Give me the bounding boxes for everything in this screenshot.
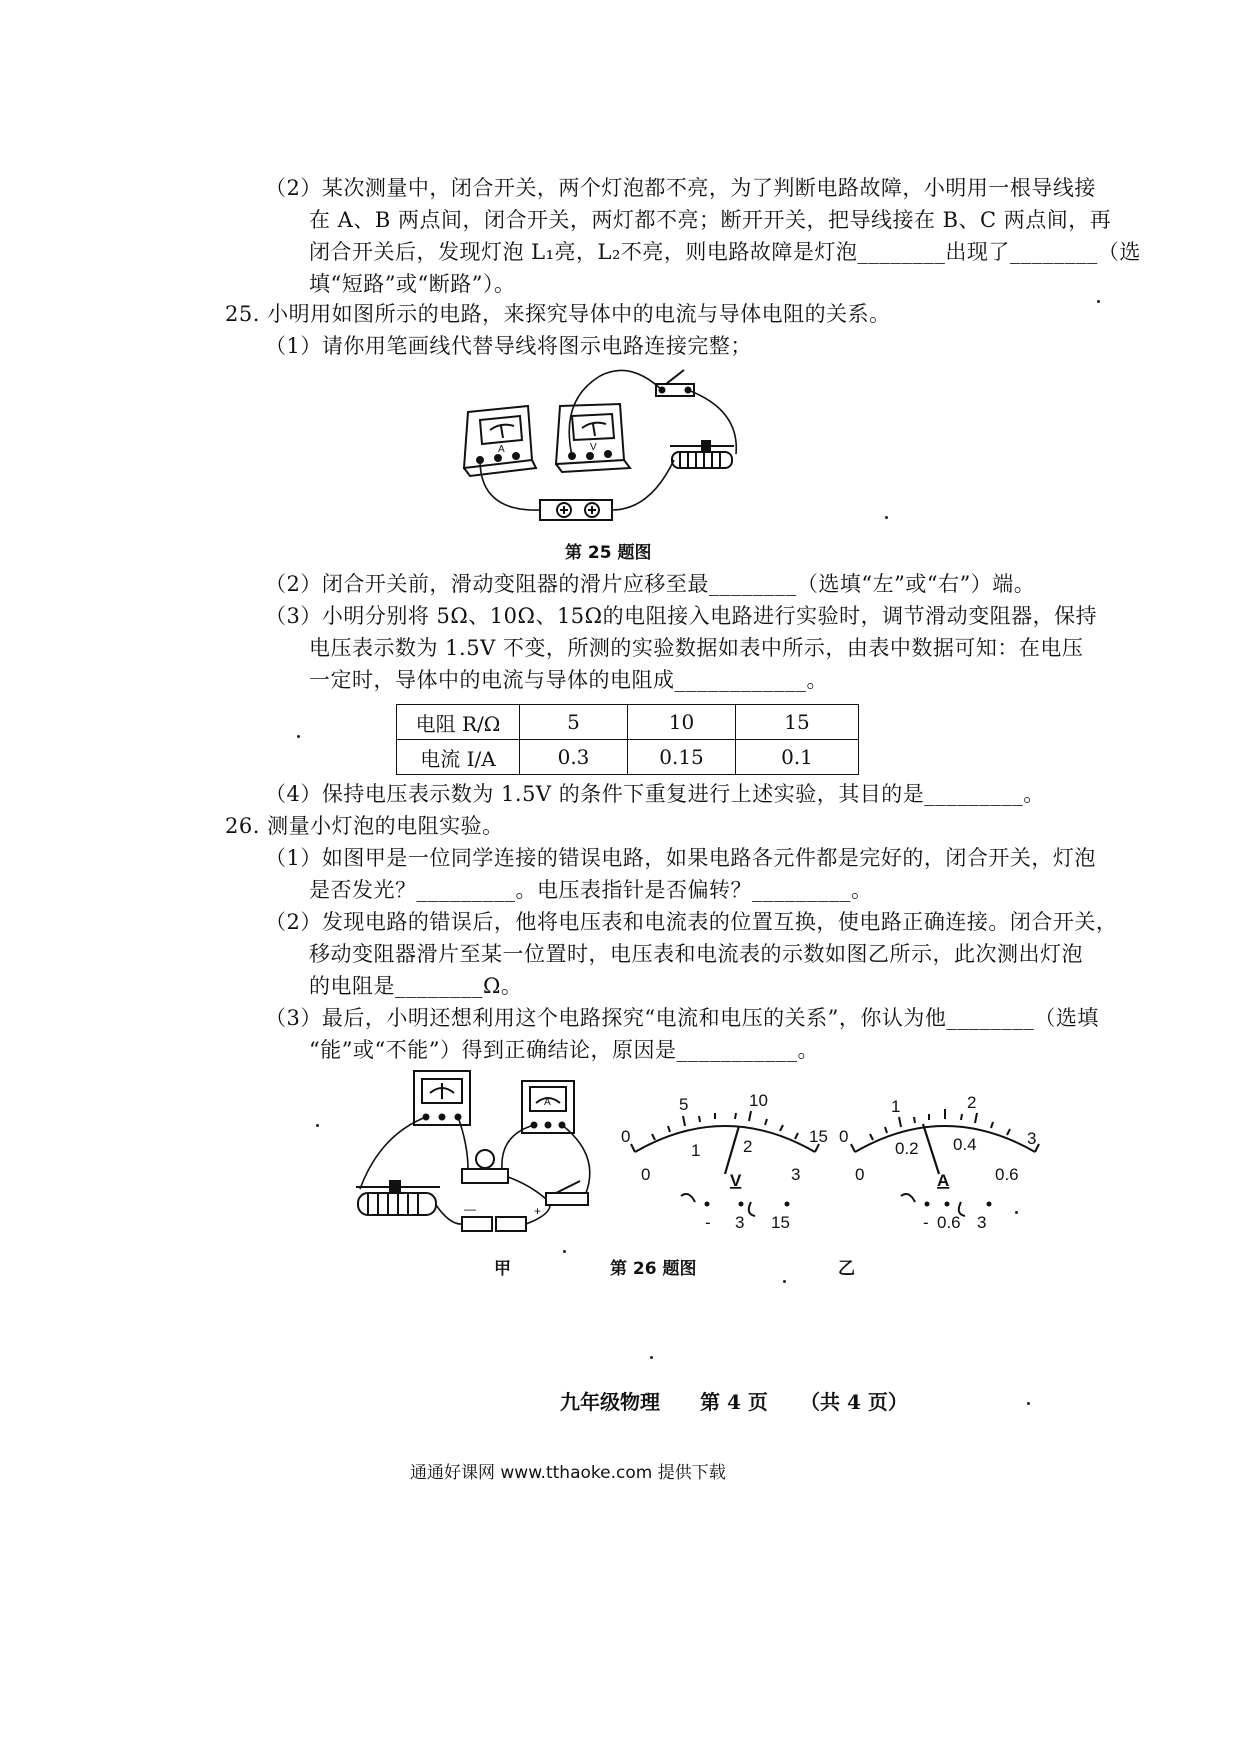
scan-speck (885, 516, 888, 519)
v-inner-2: 2 (743, 1137, 753, 1156)
q24-part2-line1: （2）某次测量中，闭合开关，两个灯泡都不亮，为了判断电路故障，小明用一根导线接 (265, 176, 1096, 200)
table-cell: 0.1 (736, 740, 859, 775)
q26-voltmeter-dial (615, 1090, 835, 1230)
v-terminal-neg: - (705, 1213, 711, 1230)
q25-part3-line3: 一定时，导体中的电流与导体的电阻成____________。 (309, 668, 828, 692)
ammeter-symbol: A (937, 1171, 950, 1190)
q25-part3-line1: （3）小明分别将 5Ω、10Ω、15Ω的电阻接入电路进行实验时，调节滑动变阻器，保持 (265, 604, 1098, 628)
footer-subject: 九年级物理 (560, 1390, 660, 1414)
svg-text:A: A (544, 1097, 551, 1108)
battery-icon (462, 1202, 541, 1231)
table-cell: 15 (736, 705, 859, 740)
v-inner-0: 0 (641, 1165, 651, 1184)
fig26-right-label: 乙 (838, 1259, 855, 1279)
scan-speck (563, 1250, 566, 1253)
q24-part2-line3: 闭合开关后，发现灯泡 L₁亮，L₂不亮，则电路故障是灯泡________出现了________（选 (309, 240, 1141, 264)
q25-part2: （2）闭合开关前，滑动变阻器的滑片应移至最________（选填“左”或“右”）端。 (265, 572, 1036, 596)
q24-part2-line4: 填“短路”或“断路”）。 (309, 272, 516, 296)
q26-circuit-figure (350, 1065, 610, 1245)
ammeter-icon (522, 1081, 574, 1133)
switch-icon (656, 370, 694, 396)
v-terminal-3: 3 (735, 1213, 745, 1230)
a-outer-2: 2 (967, 1093, 977, 1112)
scan-speck (650, 1356, 653, 1359)
rheostat-icon (670, 441, 734, 468)
q25-part3-line2: 电压表示数为 1.5V 不变，所测的实验数据如表中所示，由表中数据可知：在电压 (309, 636, 1084, 660)
fig26-left-label: 甲 (494, 1259, 511, 1279)
svg-text:—: — (464, 1202, 476, 1216)
voltmeter-icon (414, 1071, 470, 1125)
table-header-current: 电流 I/A (397, 740, 520, 775)
q25-stem: 25. 小明用如图所示的电路，来探究导体中的电流与导体电阻的关系。 (225, 302, 891, 326)
q26-part3-line1: （3）最后，小明还想利用这个电路探究“电流和电压的关系”，你认为他________（选填 (265, 1006, 1099, 1030)
a-outer-3: 3 (1027, 1129, 1037, 1148)
v-outer-10: 10 (749, 1091, 768, 1110)
svg-text:V: V (590, 442, 597, 453)
q25-circuit-figure (440, 360, 770, 530)
a-terminal-neg: - (923, 1213, 929, 1230)
scan-speck (1097, 300, 1100, 303)
table-cell: 0.3 (520, 740, 628, 775)
q26-part3-line2: “能”或“不能”）得到正确结论，原因是___________。 (309, 1038, 819, 1062)
q25-part4: （4）保持电压表示数为 1.5V 的条件下重复进行上述实验，其目的是_________。 (265, 782, 1045, 806)
footer-total: （共 4 页） (800, 1390, 908, 1414)
a-inner-0: 0 (855, 1165, 865, 1184)
battery-icon (540, 500, 612, 520)
table-row (397, 705, 859, 740)
q26-stem: 26. 测量小灯泡的电阻实验。 (225, 814, 504, 838)
scan-speck (1027, 1402, 1030, 1405)
v-outer-0: 0 (621, 1127, 631, 1146)
scan-speck (783, 1280, 786, 1283)
svg-text:+: + (534, 1204, 542, 1218)
a-inner-06: 0.6 (995, 1165, 1019, 1184)
lamp-icon (462, 1150, 508, 1183)
q26-ammeter-dial (835, 1090, 1055, 1230)
q26-part1-line1: （1）如图甲是一位同学连接的错误电路，如果电路各元件都是完好的，闭合开关，灯泡 (265, 846, 1096, 870)
rheostat-icon (356, 1181, 440, 1215)
a-terminal-3: 3 (977, 1213, 987, 1230)
q26-part2-line2: 移动变阻器滑片至某一位置时，电压表和电流表的示数如图乙所示，此次测出灯泡 (309, 942, 1083, 966)
v-terminal-15: 15 (771, 1213, 790, 1230)
a-outer-0: 0 (839, 1127, 849, 1146)
a-terminal-06: 0.6 (937, 1213, 961, 1230)
scan-speck (316, 1124, 319, 1127)
footer-page: 第 4 页 (700, 1390, 768, 1414)
q25-data-table (396, 704, 859, 775)
q26-part1-line2: 是否发光？_________。电压表指针是否偏转？_________。 (309, 878, 873, 902)
v-outer-5: 5 (679, 1095, 689, 1114)
a-inner-04: 0.4 (953, 1135, 977, 1154)
scan-speck (1015, 1211, 1018, 1214)
v-inner-3: 3 (791, 1165, 801, 1184)
table-cell: 10 (628, 705, 736, 740)
svg-text:A: A (498, 444, 505, 455)
switch-icon (546, 1181, 588, 1205)
table-cell: 0.15 (628, 740, 736, 775)
v-inner-1: 1 (691, 1141, 701, 1160)
source-watermark: 通通好课网 www.tthaoke.com 提供下载 (410, 1463, 726, 1483)
scan-speck (297, 735, 300, 738)
ammeter-icon (464, 406, 536, 476)
a-inner-02: 0.2 (895, 1139, 919, 1158)
q24-part2-line2: 在 A、B 两点间，闭合开关，两灯都不亮；断开开关，把导线接在 B、C 两点间，再 (309, 208, 1112, 232)
q26-part2-line3: 的电阻是________Ω。 (309, 974, 523, 998)
q25-figure-caption: 第 25 题图 (565, 543, 652, 563)
table-cell: 5 (520, 705, 628, 740)
voltmeter-needle (725, 1126, 739, 1174)
q25-part1: （1）请你用笔画线代替导线将图示电路连接完整； (265, 334, 752, 358)
q26-figure-caption: 第 26 题图 (610, 1259, 697, 1279)
q26-part2-line1: （2）发现电路的错误后，他将电压表和电流表的位置互换，使电路正确连接。闭合开关， (265, 910, 1118, 934)
ammeter-needle (923, 1124, 939, 1174)
voltmeter-icon (556, 404, 630, 472)
table-header-resistance: 电阻 R/Ω (397, 705, 520, 740)
voltmeter-symbol: V (730, 1171, 742, 1190)
table-row (397, 740, 859, 775)
v-outer-15: 15 (809, 1127, 828, 1146)
a-outer-1: 1 (891, 1097, 901, 1116)
